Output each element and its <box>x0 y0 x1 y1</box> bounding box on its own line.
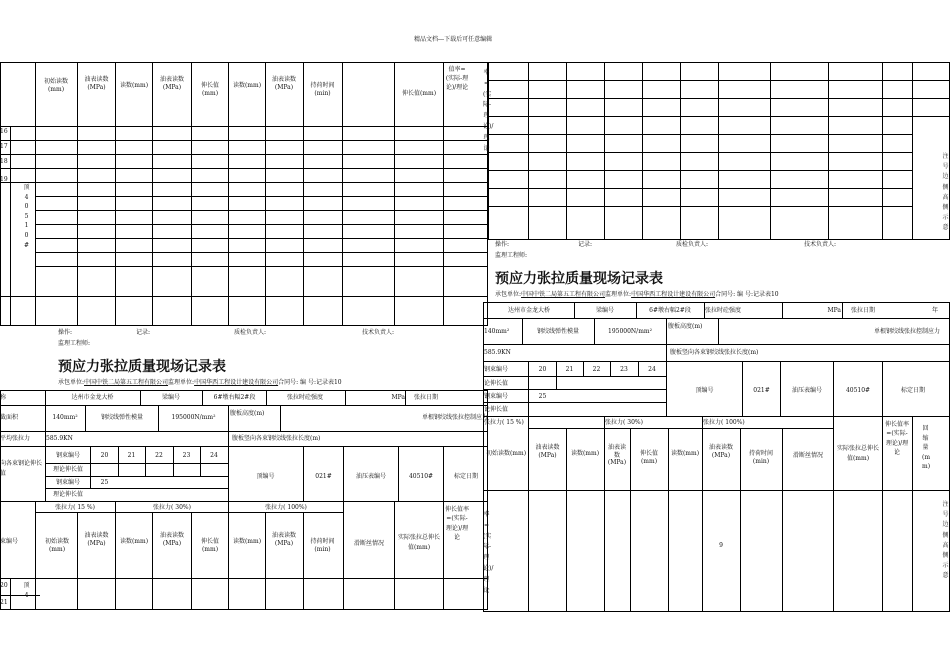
strand-no-label-r2: 钢束编号 <box>484 393 509 400</box>
strand-no-label-r: 钢束编号 <box>484 366 509 373</box>
beam-no-label: 梁编号 <box>161 394 180 401</box>
theory-label-2: 理论伸长值 <box>52 491 83 498</box>
gauge-label-r: 油压表编号 <box>791 387 822 394</box>
concrete-strength-label: 张拉时砼强度 <box>286 394 323 401</box>
col-gauge-reading-b: 油表读数(MPa) <box>84 532 109 547</box>
col-strand-no-left: 束编号 <box>0 538 19 545</box>
area-value-r: 140mm² <box>484 328 510 335</box>
avg-force-value: 585.9KN <box>46 435 73 442</box>
signoff-qc: 质检负责人: <box>234 329 267 336</box>
col-elong-r: 伸长值(mm) <box>639 450 658 465</box>
theory-value-r: 25 <box>538 393 547 400</box>
col-slip-r: 滑断丝情况 <box>792 452 823 459</box>
theory-label-r1: 论伸长值 <box>484 380 509 387</box>
row-label-16: 16 <box>0 128 8 135</box>
web-length-label-r: 腹板竖向各束钢绞线张拉长度(m) <box>670 349 759 356</box>
col-gauge-reading-r: 油表读数(MPa) <box>535 444 560 459</box>
stage-30-r: 张拉力( 30%) <box>605 419 643 426</box>
web-height-label-r: 腹板高度(m) <box>668 323 703 330</box>
concrete-unit-r: MPa <box>827 307 841 314</box>
col-hold-time-r: 持荷时间(min) <box>748 450 773 465</box>
area-value: 140mm² <box>52 414 78 421</box>
header-note: 精品文档---下载后可任意编辑 <box>414 36 493 43</box>
note-vertical-right-b: 注号边侧高侧示意 <box>942 501 949 580</box>
stage-100-r: 张拉力( 100%) <box>703 419 745 426</box>
jack-label-r: 顶编号 <box>695 387 714 394</box>
strand-no-24-r: 24 <box>648 366 656 373</box>
contractor-line-left: 承包单位:中国中铁二局第五工程有限公司监理单位:中国华西工程设计建设有限公司合同号: 编 号:记录表10 <box>58 379 342 386</box>
value-9: 9 <box>719 542 723 549</box>
modulus-label: 钢绞线弹性模量 <box>100 414 143 421</box>
tension-date-label: 张拉日期 <box>413 394 438 401</box>
tension-date-label-r: 张拉日期 <box>850 307 875 314</box>
gauge-label: 油压表编号 <box>355 473 386 480</box>
bridge-location: 达州市金龙大桥 <box>71 394 114 401</box>
signoff-qc-r: 质检负责人: <box>676 241 709 248</box>
col-hold-time: 持荷时间(min) <box>310 82 335 97</box>
col-hold-time-b: 持荷时间(min) <box>310 538 335 553</box>
beam-no: 6#墩右幅2#段 <box>213 394 256 401</box>
form-title-right: 预应力张拉质量现场记录表 <box>495 271 663 287</box>
strand-no-20: 20 <box>100 452 109 459</box>
gauge-no: 40510# <box>408 473 434 480</box>
single-force-label-r: 单根钢绞线张拉控制应力 <box>873 328 940 335</box>
year-label-r: 年 <box>931 307 938 314</box>
col-reading-b2: 读数(mm) <box>232 538 262 545</box>
theory-label-1: 理论伸长值 <box>52 466 83 473</box>
col-actual-total-r: 实际张拉总伸长值(mm) <box>836 445 879 462</box>
jack-no-r: 021# <box>753 387 770 394</box>
strand-no-20-r: 20 <box>538 366 547 373</box>
strand-no-24: 24 <box>210 452 218 459</box>
signoff-tech-r: 技术负责人: <box>804 241 837 248</box>
calib-label-r: 标定日期 <box>900 387 925 394</box>
form-title-left: 预应力张拉质量现场记录表 <box>58 359 226 375</box>
signoff-supervisor-eng: 监理工程师: <box>58 340 91 347</box>
web-height-label: 腹板高度(m) <box>230 410 265 417</box>
col-elong-only: 伸长值(mm) <box>401 90 437 97</box>
col-init-reading-r: 初始读数(mm) <box>485 450 527 457</box>
col-gauge-reading-b3: 油表读数(MPa) <box>271 532 296 547</box>
row-label-21: 21 <box>0 599 8 606</box>
strand-no-22: 22 <box>155 452 163 459</box>
ratio-fragment-right: 率=(实际-理论)/理论 <box>483 69 494 152</box>
stage-30: 张拉力( 30%) <box>153 504 191 511</box>
web-length-label: 腹板竖向各束钢绞线张拉长度(m) <box>232 435 321 442</box>
col-reading-r2: 读数(mm) <box>670 450 700 457</box>
calib-label: 标定日期 <box>453 473 478 480</box>
bridge-location-r: 达州市金龙大桥 <box>507 307 550 314</box>
strand-no-21-r: 21 <box>565 366 574 373</box>
side-code-vertical-b: 顶4 <box>23 582 30 599</box>
label-name-partial: 称 <box>0 394 7 401</box>
strand-no-label: 钢束编号 <box>55 452 80 459</box>
signoff-operator: 操作: <box>58 329 73 336</box>
row-label-18: 18 <box>0 158 8 165</box>
col-init-reading-b: 初始读数(mm) <box>44 538 69 553</box>
strand-no-23-r: 23 <box>620 366 628 373</box>
row-label-17: 17 <box>0 143 8 150</box>
contractor-line-right: 承包单位:中国中铁二局第五工程有限公司监理单位:中国华西工程设计建设有限公司合同号: 编 号:记录表10 <box>495 291 779 298</box>
ratio-fragment-right-b: 率=(实际-理论)/理论 <box>483 511 494 594</box>
modulus-label-r: 钢绞线弹性模量 <box>536 328 579 335</box>
col-reading: 读数(mm) <box>119 82 149 89</box>
theory-label-r2: 论伸长值 <box>484 406 509 413</box>
row-label-19: 19 <box>0 176 8 183</box>
signoff-supervisor-eng-r: 监理工程师: <box>495 252 528 259</box>
col-init-reading: 初始读数(mm) <box>43 78 68 93</box>
avg-force-value-r: 585.9KN <box>484 349 511 356</box>
col-gauge-reading: 油表读数(MPa) <box>84 76 109 91</box>
col-gauge-reading-r3: 油表读数(MPa) <box>708 444 733 459</box>
col-reading-b: 读数(mm) <box>119 538 149 545</box>
col-gauge-reading-2: 油表读数(MPa) <box>159 76 184 91</box>
strand-no-label-2: 钢束编号 <box>55 479 80 486</box>
signoff-recorder: 记录: <box>136 329 151 336</box>
col-reading-r: 读数(mm) <box>570 450 600 457</box>
concrete-strength-label-r: 张拉时砼强度 <box>705 307 742 314</box>
single-force-label: 单根钢绞线张拉控制应力 <box>421 414 488 421</box>
col-slip-b: 滑断丝情况 <box>353 540 384 547</box>
signoff-tech: 技术负责人: <box>362 329 395 336</box>
col-gauge-reading-b2: 油表读数(MPa) <box>159 532 184 547</box>
col-actual-total-b: 实际张拉总伸长值(mm) <box>397 534 440 551</box>
jack-label: 顶编号 <box>256 473 275 480</box>
modulus-value-r: 195000N/mm² <box>608 328 652 335</box>
side-code-vertical: 顶4051 0# <box>23 184 30 249</box>
col-retraction-r: 回缩量(mm) <box>922 425 931 471</box>
col-elong-b: 伸长值(mm) <box>200 538 219 553</box>
stage-15-r: 张拉力( 15 %) <box>484 419 524 426</box>
strand-no-23: 23 <box>182 452 191 459</box>
note-vertical-right: 注号边侧高侧示意 <box>942 153 949 232</box>
signoff-recorder-r: 记录: <box>578 241 593 248</box>
col-elong: 伸长值(mm) <box>200 82 219 97</box>
area-label: 截面积 <box>0 414 19 421</box>
beam-no-r: 6#墩右幅2#段 <box>649 307 691 314</box>
modulus-value: 195000N/mm² <box>171 414 216 421</box>
table-right-top <box>488 62 950 240</box>
col-reading-2: 读数(mm) <box>232 82 262 89</box>
jack-no: 021# <box>315 473 332 480</box>
col-ratio: 值率=(实际-理论)/理论 <box>445 66 469 91</box>
row-group-label: 向各束钢论伸长值 <box>0 460 43 478</box>
strand-no-22-r: 22 <box>592 366 601 373</box>
theory-value: 25 <box>100 479 109 486</box>
beam-no-label-r: 梁编号 <box>595 307 614 314</box>
concrete-unit: MPa <box>391 394 405 401</box>
avg-force-label: 平均张拉力 <box>0 435 31 442</box>
col-gauge-reading-3: 油表读数(MPa) <box>271 76 296 91</box>
col-gauge-reading-r2: 油表读数(MPa) <box>607 444 627 466</box>
strand-no-21: 21 <box>127 452 136 459</box>
stage-100: 张拉力( 100%) <box>265 504 307 511</box>
signoff-operator-r: 操作: <box>495 241 510 248</box>
col-ratio-b: 伸长值率=(实际-理论)/理论 <box>445 506 470 541</box>
col-ratio-r: 伸长值率=(实际-理论)/理论 <box>884 421 909 456</box>
gauge-no-r: 40510# <box>845 387 871 394</box>
row-label-20: 20 <box>0 582 8 589</box>
stage-15: 张拉力( 15 %) <box>55 504 95 511</box>
